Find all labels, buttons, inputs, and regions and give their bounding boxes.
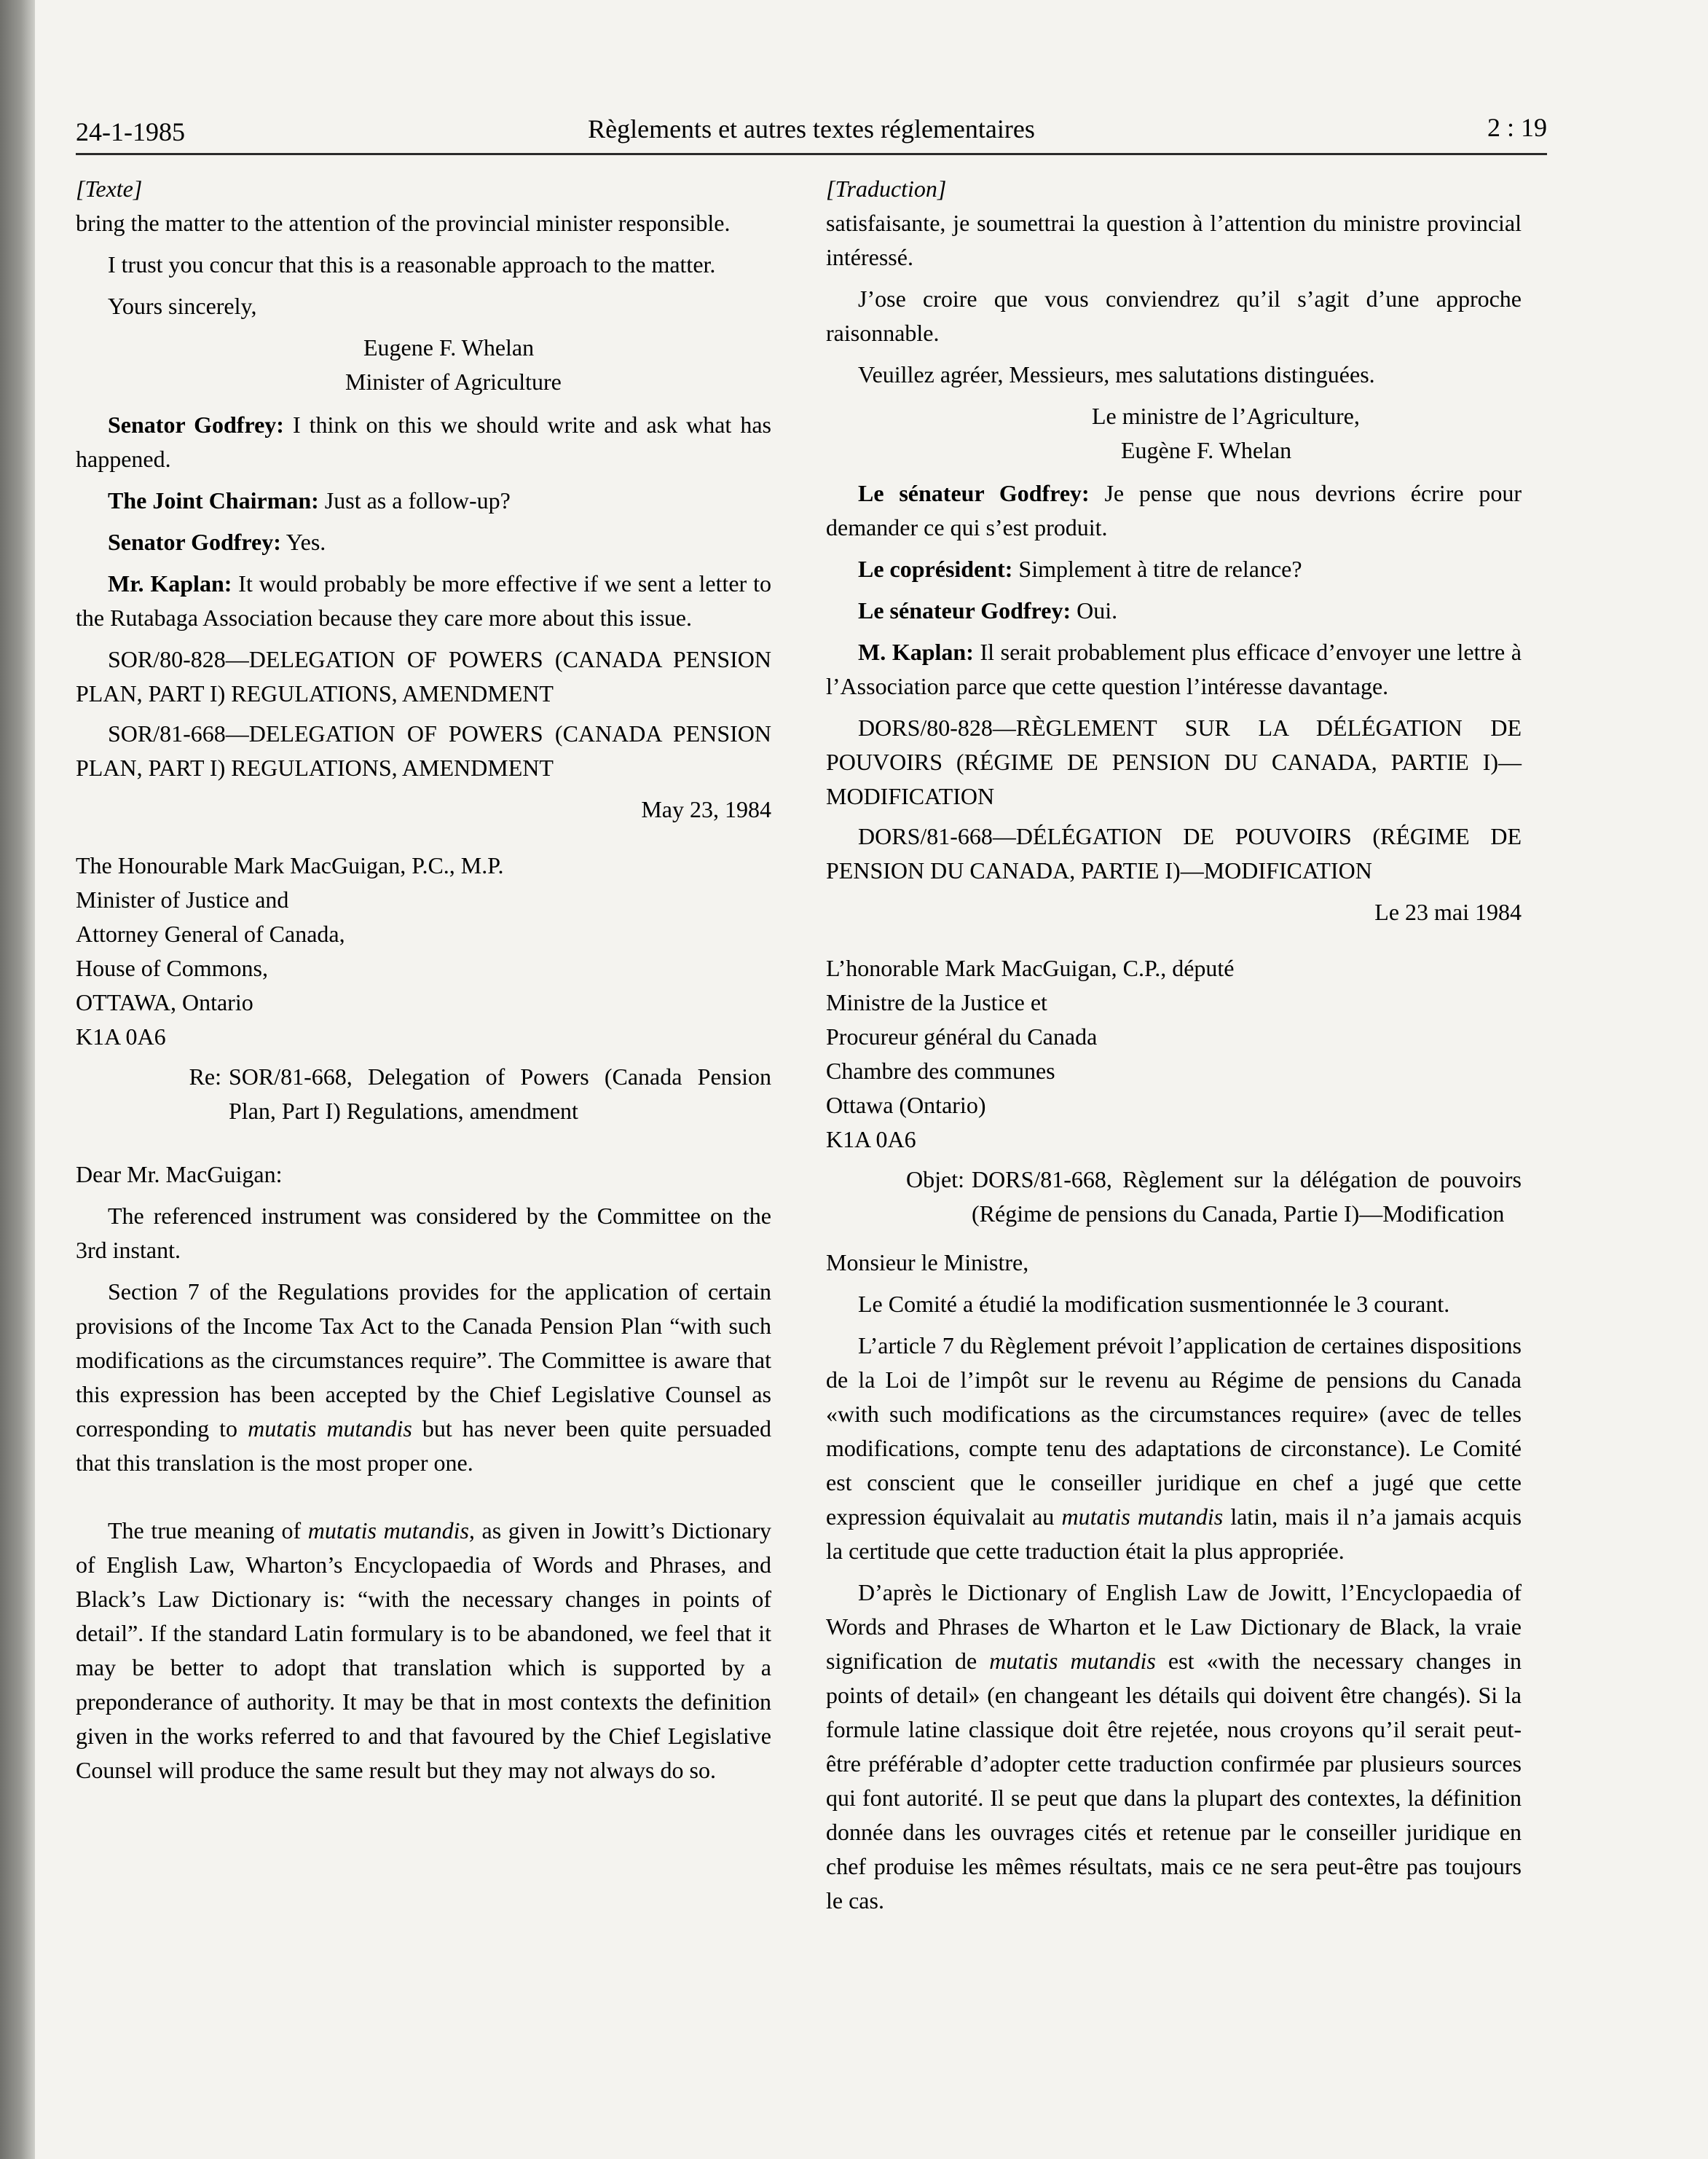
header-date: 24-1-1985: [76, 117, 185, 146]
paragraph: satisfaisante, je soumettrai la question à l’attention du ministre provincial intéressé.: [826, 210, 1522, 270]
speaker-line: [76, 525, 771, 559]
signature-name: Eugene F. Whelan: [363, 334, 535, 361]
speaker-line: [76, 567, 771, 635]
subject-line: [76, 1060, 771, 1128]
english-column: [76, 172, 771, 1795]
item-caption: DORS/81-668—DÉLÉGATION DE POUVOIRS (RÉGIME DE PENSION DU CANADA, PARTIE I)—MODIFICATION: [826, 823, 1522, 884]
signature-title: Minister of Agriculture: [345, 369, 562, 395]
speech: It would probably be more effective if we sent a letter to the Rutabaga Association because they care more about this issue.: [76, 570, 772, 631]
address-line: Ottawa (Ontario): [826, 1092, 986, 1118]
speech: Je pense que nous devrions écrire pour demander ce qui s’est produit.: [826, 480, 1522, 540]
address-line: Chambre des communes: [826, 1058, 1055, 1084]
salutation: Monsieur le Ministre,: [826, 1249, 1029, 1275]
page-number: 2 : 19: [1487, 113, 1547, 142]
column-tag: [Texte]: [76, 176, 143, 202]
speaker: The Joint Chairman:: [108, 487, 319, 514]
paragraph: The true meaning of mutatis mutandis, as given in Jowitt’s Dictionary of English Law, Wharton’s Encyclopaedia of Words and Phrases, and Black’s Law Dictionary is: “with the necessary changes in points of detail”. If the standard Latin formulary is to be abandoned, we feel that it may be better to adopt that translation which is supported by a preponderance of authority. It may be that in most contexts the definition given in the works referred to and that favoured by the Chief Legislative Counsel will produce the same result but they may not always do so.: [76, 1517, 772, 1783]
paragraph: L’article 7 du Règlement prévoit l’application de certaines dispositions de la Loi de l’impôt sur le revenu au Régime de pensions du Canada «with such modifications as the circumstances require» (avec de telles modifications, compte tenu des adaptations de circonstance). Le Comité est conscient que le conseiller juridique en chef a jugé que cette expression équivalait au mutatis mutandis latin, mais il n’a jamais acquis la certitude que cette traduction était la plus appropriée.: [826, 1332, 1522, 1564]
item-caption: SOR/81-668—DELEGATION OF POWERS (CANADA PENSION PLAN, PART I) REGULATIONS, AMENDMENT: [76, 720, 771, 781]
closing: Yours sincerely,: [108, 293, 257, 319]
paragraph: Le Comité a étudié la modification susmentionnée le 3 courant.: [858, 1291, 1450, 1317]
italic-term: mutatis mutandis,: [307, 1517, 475, 1543]
address-line: K1A 0A6: [76, 1023, 166, 1050]
speaker: Le sénateur Godfrey:: [858, 480, 1090, 506]
paragraph: I trust you concur that this is a reasonable approach to the matter.: [108, 251, 716, 278]
item-caption: SOR/80-828—DELEGATION OF POWERS (CANADA PENSION PLAN, PART I) REGULATIONS, AMENDMENT: [76, 646, 771, 707]
address-block: [826, 951, 1522, 1157]
paragraph: The referenced instrument was considered by the Committee on the 3rd instant.: [76, 1203, 771, 1263]
french-column: [826, 172, 1522, 1925]
letter-date: Le 23 mai 1984: [1374, 899, 1522, 925]
paragraph: J’ose croire que vous conviendrez qu’il s’agit d’une approche raisonnable.: [826, 286, 1522, 346]
salutation: Dear Mr. MacGuigan:: [76, 1161, 283, 1187]
speaker-line: [76, 484, 771, 518]
address-line: The Honourable Mark MacGuigan, P.C., M.P.: [76, 852, 504, 878]
address-line: Minister of Justice and: [76, 886, 289, 913]
italic-term: mutatis mutandis: [248, 1415, 412, 1442]
signature-title: Le ministre de l’Agriculture,: [1092, 403, 1360, 429]
speaker: Le sénateur Godfrey:: [858, 597, 1071, 624]
column-tag: [Traduction]: [826, 176, 947, 202]
address-line: House of Commons,: [76, 955, 268, 981]
address-block: [76, 849, 771, 1054]
speaker-line: [826, 635, 1522, 704]
speaker-line: [826, 594, 1522, 628]
speaker: Mr. Kaplan:: [108, 570, 232, 597]
subject-label: Objet:: [906, 1166, 964, 1192]
speech: Il serait probablement plus efficace d’envoyer une lettre à l’Association parce que cette question l’intéresse davantage.: [826, 639, 1522, 699]
speaker: Senator Godfrey:: [108, 529, 281, 555]
subject-text: SOR/81-668, Delegation of Powers (Canada Pension Plan, Part I) Regulations, amendment: [229, 1063, 771, 1124]
header-title: Règlements et autres textes réglementaires: [588, 114, 1035, 143]
address-line: Attorney General of Canada,: [76, 921, 345, 947]
italic-term: mutatis mutandis: [1061, 1503, 1224, 1530]
address-line: L’honorable Mark MacGuigan, C.P., député: [826, 955, 1235, 981]
speech: Simplement à titre de relance?: [1012, 556, 1302, 582]
paragraph: Section 7 of the Regulations provides for the application of certain provisions of the Income Tax Act to the Canada Pension Plan “with such modifications as the circumstances require”. The Committee is aware that this expression has been accepted by the Chief Legislative Counsel as corresponding to mutatis mutandis but has never been quite persuaded that this translation is the most proper one.: [76, 1278, 772, 1476]
paragraph: D’après le Dictionary of English Law de Jowitt, l’Encyclopaedia of Words and Phrases de Wharton et le Law Dictionary de Black, la vraie signification de mutatis mutandis est «with the necessary changes in points of detail» (en changeant les détails qui doivent être changés). Si la formule latine classique doit être rejetée, nous croyons qu’il serait peut-être préférable d’adopter cette traduction confirmée par plusieurs sources qui font autorité. Il se peut que dans la plupart des contextes, la définition donnée dans les ouvrages cités et retenue par le conseiller juridique en chef produise les mêmes résultats, mais ce ne sera peut-être pas toujours le cas.: [826, 1579, 1522, 1914]
subject-text: DORS/81-668, Règlement sur la délégation de pouvoirs (Régime de pensions du Canada, Partie I)—Modification: [972, 1166, 1522, 1227]
speech: Yes.: [280, 529, 326, 555]
speaker: Senator Godfrey:: [108, 412, 284, 438]
address-line: OTTAWA, Ontario: [76, 989, 253, 1015]
page-edge-shadow: [0, 0, 35, 2159]
address-line: K1A 0A6: [826, 1126, 916, 1152]
subject-line: [826, 1163, 1522, 1231]
closing: Veuillez agréer, Messieurs, mes salutations distinguées.: [858, 361, 1375, 388]
address-line: Ministre de la Justice et: [826, 989, 1047, 1015]
running-header: [76, 102, 1547, 155]
letter-date: May 23, 1984: [641, 796, 771, 822]
speaker-line: [826, 476, 1522, 545]
speaker: Le coprésident:: [858, 556, 1013, 582]
speaker-line: [826, 552, 1522, 586]
paragraph: bring the matter to the attention of the provincial minister responsible.: [76, 210, 731, 236]
signature-name: Eugène F. Whelan: [1121, 437, 1292, 463]
speech: Just as a follow-up?: [318, 487, 511, 514]
address-line: Procureur général du Canada: [826, 1023, 1098, 1050]
speech: Oui.: [1071, 597, 1118, 624]
item-caption: DORS/80-828—RÈGLEMENT SUR LA DÉLÉGATION DE POUVOIRS (RÉGIME DE PENSION DU CANADA, PARTIE I)—MODIFICATION: [826, 715, 1522, 809]
speech: I think on this we should write and ask what has happened.: [76, 412, 772, 472]
speaker: M. Kaplan:: [858, 639, 974, 665]
italic-term: mutatis mutandis: [989, 1648, 1156, 1674]
subject-label: Re:: [189, 1063, 221, 1090]
speaker-line: [76, 408, 771, 476]
